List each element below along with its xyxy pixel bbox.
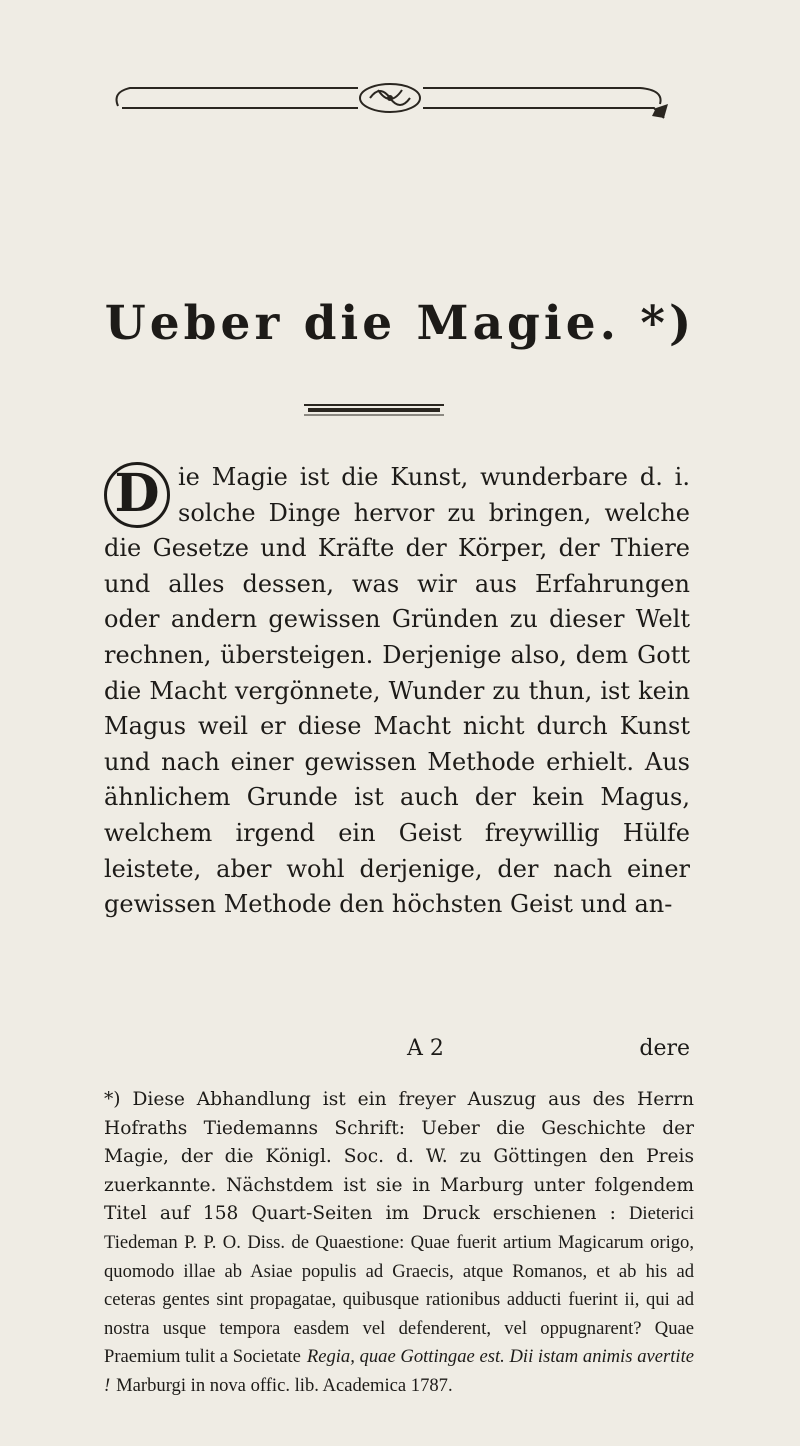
footnote-latin-italic: Regia, quae Gottingae est. Dii istam animis avertite !: [104, 1346, 694, 1396]
title-rule: [302, 402, 446, 416]
main-paragraph: ie Magie ist die Kunst, wunderbare d. i. solche Dinge hervor zu bringen, welche die Gesetze und Kräfte der Körper, der Thiere und alles dessen, was wir aus Erfahrungen oder andern gewissen Gründen zu dieser Welt rechnen, übersteigen. Derjenige also, dem Gott die Macht vergönnete, Wunder zu thun, ist kein Magus weil er diese Macht nicht durch Kunst und nach einer gewissen Methode erhielt. Aus ähnlichem Grunde ist auch der kein Magus, welchem irgend ein Geist freywillig Hülfe leistete, aber wohl derjenige, der nach einer gewissen Methode den höchsten Geist und an-: [104, 463, 690, 919]
catchword: dere: [639, 1036, 690, 1061]
drop-cap: D: [104, 462, 170, 528]
footnote-latin-a: Dieterici Tiedeman P. P. O. Diss. de Quaestione: Quae fuerit artium Magicarum origo, quomodo illae ab Asiae populis ad Graecis, atque Romanos, et ab his ad ceteras gentes sint propagatae, quibusque rationibus adducti fuerint ii, qui ad nostra usque tempora easdem vel defenderent, vel oppugnarent? Quae Praemium tulit a Societate: [104, 1203, 695, 1368]
page-title: Ueber die Magie. *): [104, 296, 696, 351]
main-text: [104, 460, 690, 923]
footnote-latin-b: Marburgi in nova offic. lib. Academica 1787.: [116, 1374, 453, 1396]
footnote-german: *) Diese Abhandlung ist ein freyer Auszug aus des Herrn Hofraths Tiedemanns Schrift: Ueber die Geschichte der Magie, der die Königl. Soc. d. W. zu Göttingen den Preis zuerkannte. Nächstdem ist sie in Marburg unter folgendem Titel auf 158 Quart-Seiten im Druck erschienen :: [104, 1089, 694, 1225]
catch-line: [104, 1036, 690, 1068]
head-ornament: [108, 78, 673, 124]
signature-mark: A 2: [407, 1036, 444, 1061]
footnote: [104, 1086, 694, 1401]
